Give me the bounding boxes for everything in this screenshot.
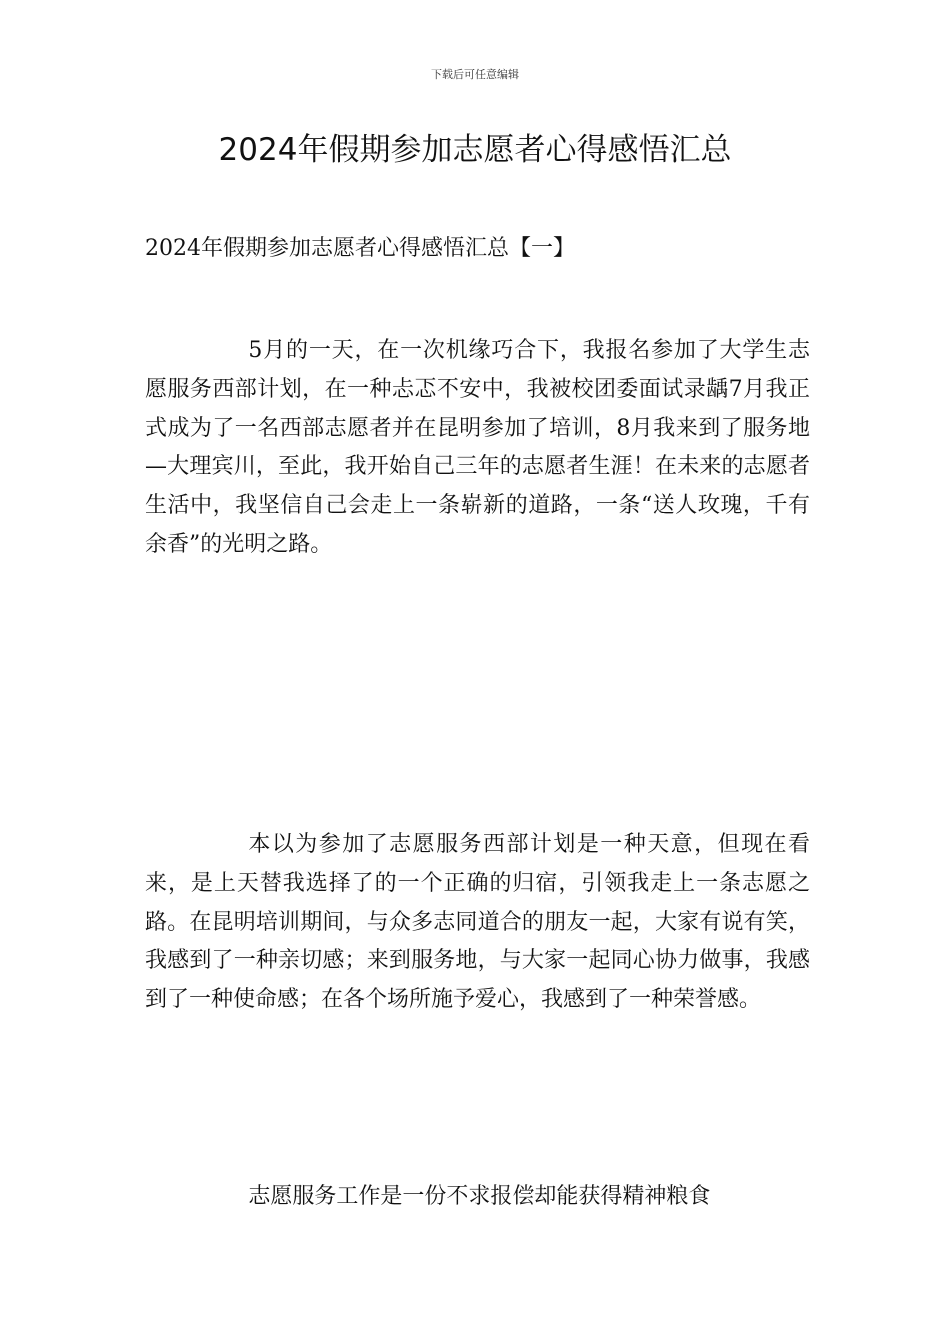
document-title: 2024年假期参加志愿者心得感悟汇总 [218,132,732,168]
paragraph-3: 志愿服务工作是一份不求报偿却能获得精神粮食 [248,1184,711,1209]
section-heading: 2024年假期参加志愿者心得感悟汇总【一】 [145,236,575,261]
paragraph-2: 本以为参加了志愿服务西部计划是一种天意，但现在看来，是上天替我选择了的一个正确的归宿，引领我走上一条志愿之路。在昆明培训期间，与众多志同道合的朋友一起，大家有说有笑，我感到了一种亲切感；来到服务地，与大家一起同心协力做事，我感到了一种使命感；在各个场所施予爱心，我感到了一种荣誉感。 [145,832,810,1013]
paragraph-1: 5月的一天，在一次机缘巧合下，我报名参加了大学生志愿服务西部计划，在一种忐忑不安中，我被校团委面试录龋7月我正式成为了一名西部志愿者并在昆明参加了培训，8月我来到了服务地—大理宾川，至此，我开始自己三年的志愿者生涯！在未来的志愿者生活中，我坚信自己会走上一条崭新的道路，一条“送人玫瑰，千有余香”的光明之路。 [145,338,810,557]
header-note: 下载后可任意编辑 [431,68,519,81]
